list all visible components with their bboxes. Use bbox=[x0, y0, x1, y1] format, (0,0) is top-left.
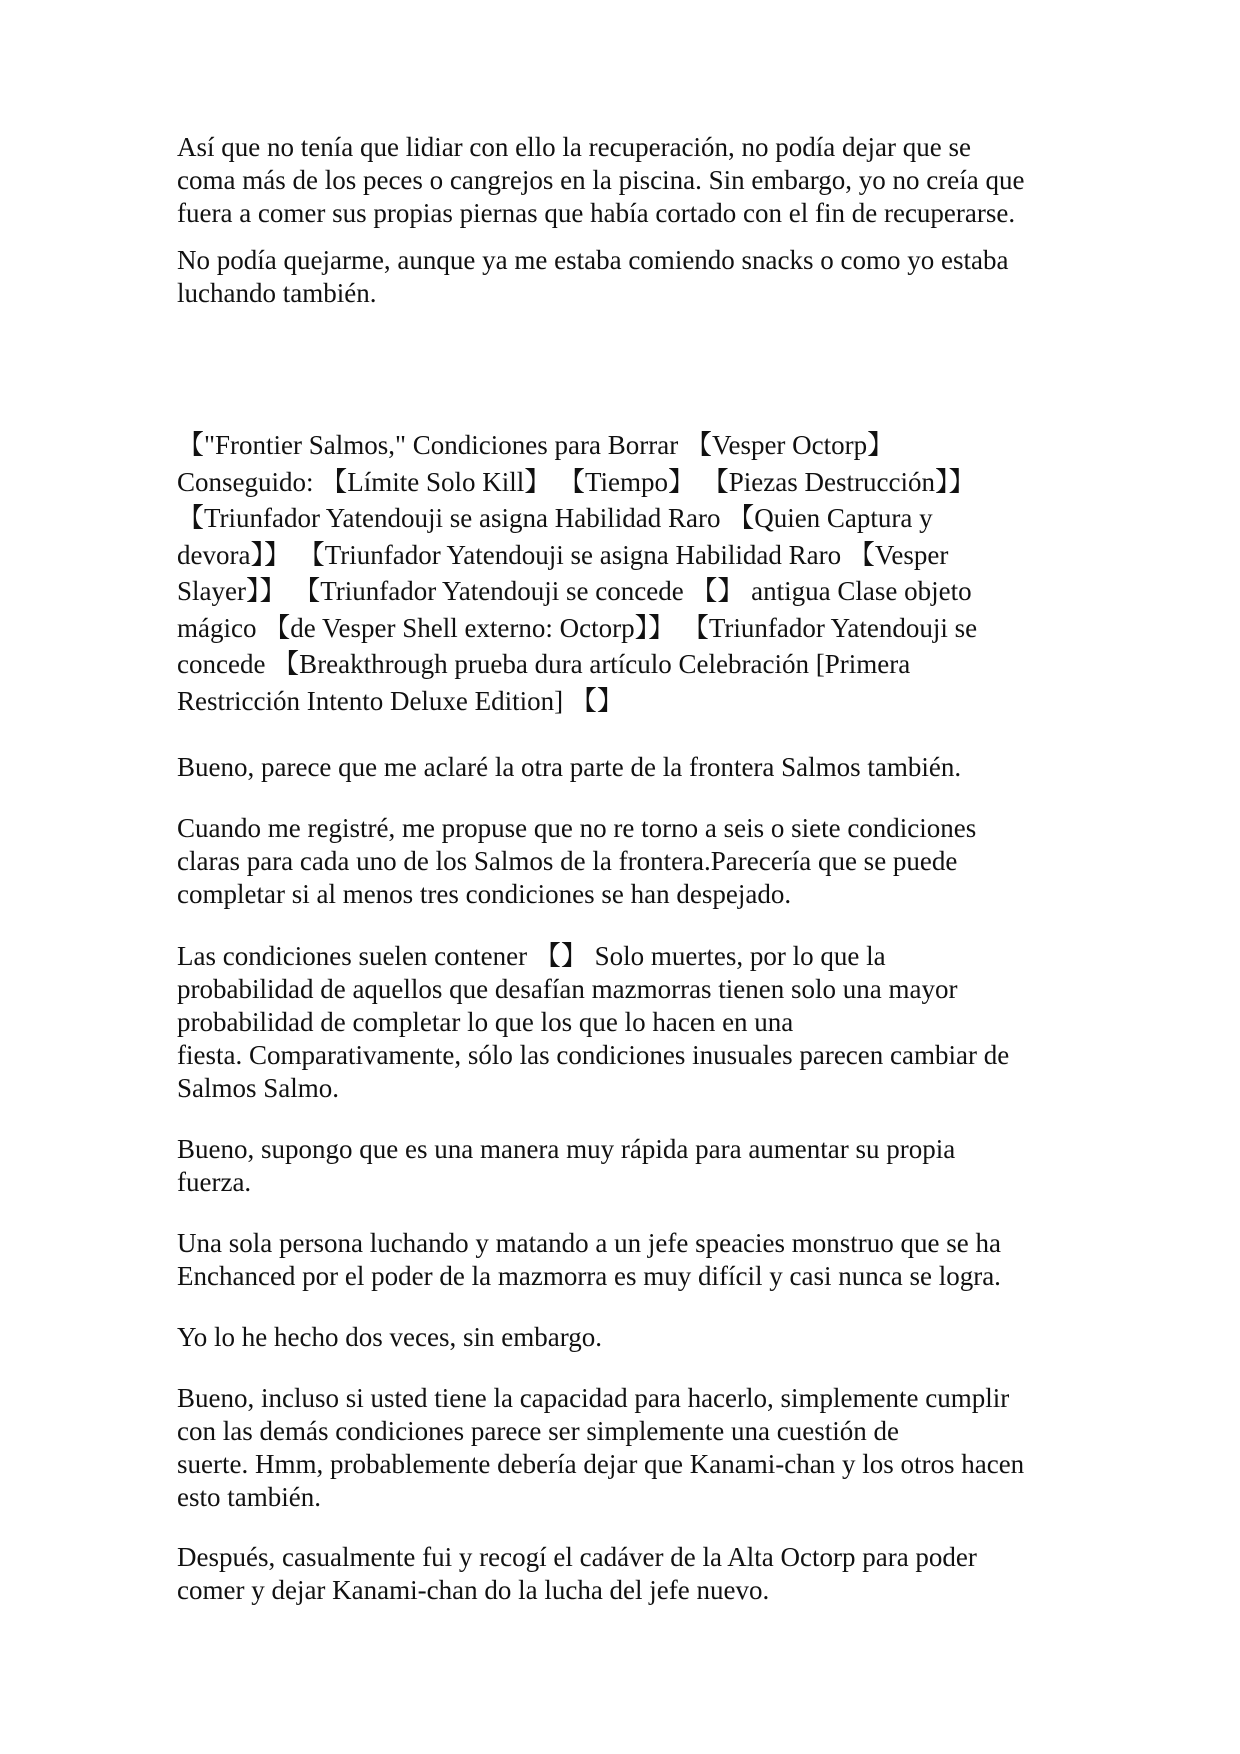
paragraph-9: Yo lo he hecho dos veces, sin embargo. bbox=[177, 1322, 602, 1352]
paragraph-5: Cuando me registré, me propuse que no re torno a seis o siete condiciones claras para cada uno de los Salmos de la frontera.Parecería que se puede completar si al menos tres condiciones se han despejado. bbox=[177, 813, 977, 909]
paragraph-6: Las condiciones suelen contener 【】 Solo muertes, por lo que la probabilidad de aquellos que desafían mazmorras tienen solo una mayor probabilidad de completar lo que los que lo hacen en una fiesta. Comparativamente, sólo las condiciones inusuales parecen cambiar de Salmos Salmo. bbox=[177, 941, 1010, 1103]
system-message-paragraph: 【"Frontier Salmos," Condiciones para Borrar 【Vesper Octorp】 Conseguido: 【Límite Solo Kill】 【Tiempo】 【Piezas Destrucción】】 【Triunfador Yatendouji se asigna Habilidad Raro 【Quien Captura y devora】】 【Triunfador Yatendouji se asigna Habilidad Raro 【Vesper Slayer】】 【Triunfador Yatendouji se concede 【】 antigua Clase objeto mágico 【de Vesper Shell externo: Octorp】】 【Triunfador Yatendouji se concede 【Breakthrough prueba dura artículo Celebración [Primera Restricción Intento Deluxe Edition] 【】 bbox=[177, 430, 978, 716]
paragraph-7: Bueno, supongo que es una manera muy rápida para aumentar su propia fuerza. bbox=[177, 1134, 956, 1197]
paragraph-1: Así que no tenía que lidiar con ello la recuperación, no podía dejar que se coma más de los peces o cangrejos en la piscina. Sin embargo, yo no creía que fuera a comer sus propias piernas que había cortado con el fin de recuperarse. bbox=[177, 132, 1025, 228]
paragraph-11: Después, casualmente fui y recogí el cadáver de la Alta Octorp para poder comer y dejar Kanami-chan do la lucha del jefe nuevo. bbox=[177, 1542, 977, 1605]
paragraph-2: No podía quejarme, aunque ya me estaba comiendo snacks o como yo estaba luchando también. bbox=[177, 245, 1009, 308]
paragraph-4: Bueno, parece que me aclaré la otra parte de la frontera Salmos también. bbox=[177, 752, 962, 782]
paragraph-8: Una sola persona luchando y matando a un jefe speacies monstruo que se ha Enchanced por el poder de la mazmorra es muy difícil y casi nunca se logra. bbox=[177, 1228, 1001, 1291]
paragraph-10: Bueno, incluso si usted tiene la capacidad para hacerlo, simplemente cumplir con las demás condiciones parece ser simplemente una cuestión de suerte. Hmm, probablemente debería dejar que Kanami-chan y los otros hacen esto también. bbox=[177, 1383, 1025, 1512]
